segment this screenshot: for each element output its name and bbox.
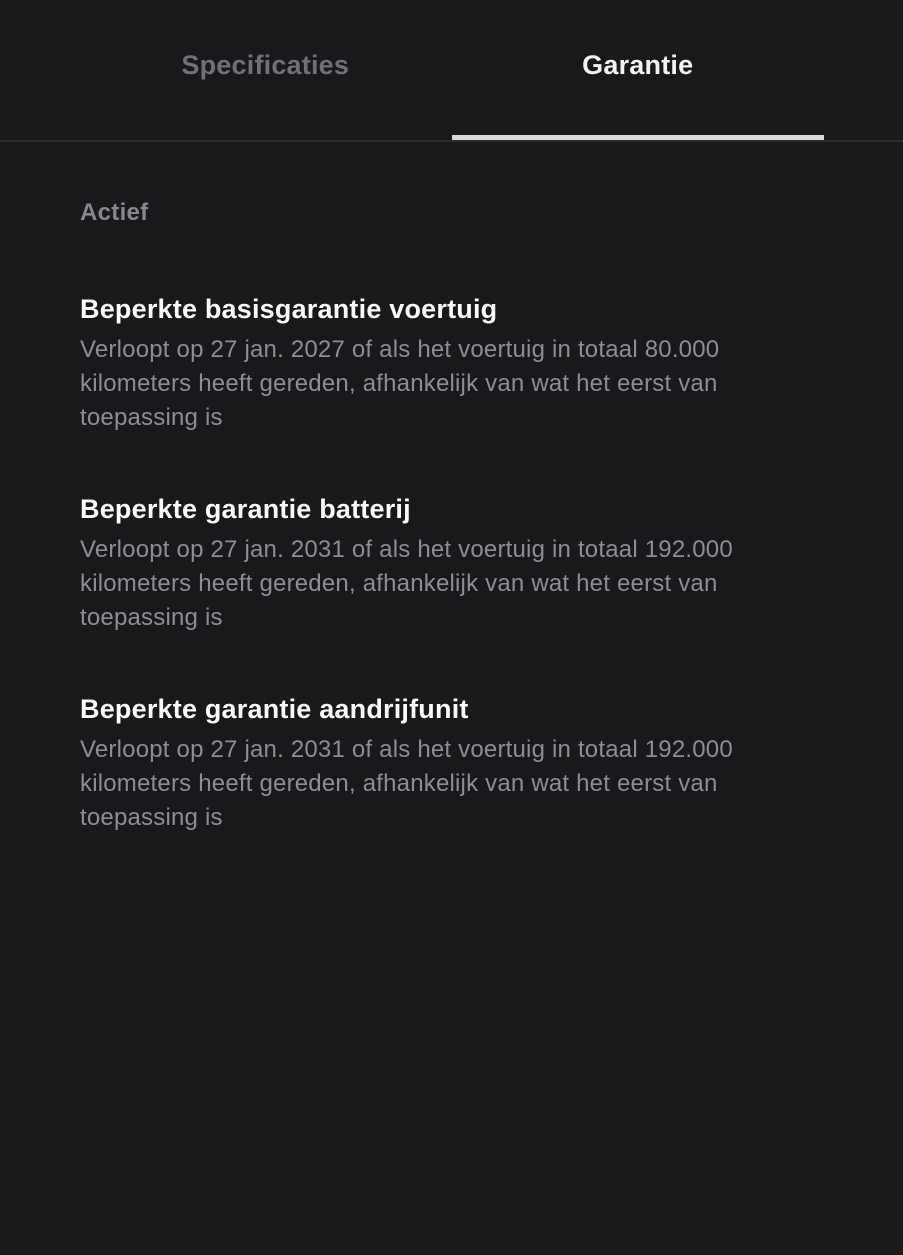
warranty-item-drive-unit (80, 691, 827, 835)
tab-garantie[interactable] (452, 0, 825, 140)
tab-specificaties-label: Specificaties (181, 49, 350, 80)
warranty-description: Verloopt op 27 jan. 2027 of als het voertuig in totaal 80.000 kilometers heeft gereden, afhankelijk van wat het eerst van toepassing is (80, 336, 720, 431)
warranty-title: Beperkte garantie batterij (80, 494, 411, 524)
tab-bar (79, 0, 824, 140)
warranty-item-battery (80, 491, 827, 635)
active-tab-indicator (452, 135, 825, 140)
warranty-item-basic-vehicle (80, 291, 827, 435)
warranty-title: Beperkte garantie aandrijfunit (80, 694, 469, 724)
warranty-title: Beperkte basisgarantie voertuig (80, 294, 498, 324)
warranty-description: Verloopt op 27 jan. 2031 of als het voertuig in totaal 192.000 kilometers heeft gereden, afhankelijk van wat het eerst van toepassing is (80, 536, 733, 631)
warranty-description: Verloopt op 27 jan. 2031 of als het voertuig in totaal 192.000 kilometers heeft gereden, afhankelijk van wat het eerst van toepassing is (80, 736, 733, 831)
warranty-list (0, 142, 903, 835)
status-section-label: Actief (80, 199, 149, 226)
tab-garantie-label: Garantie (582, 49, 694, 80)
tab-specificaties[interactable] (79, 0, 452, 140)
